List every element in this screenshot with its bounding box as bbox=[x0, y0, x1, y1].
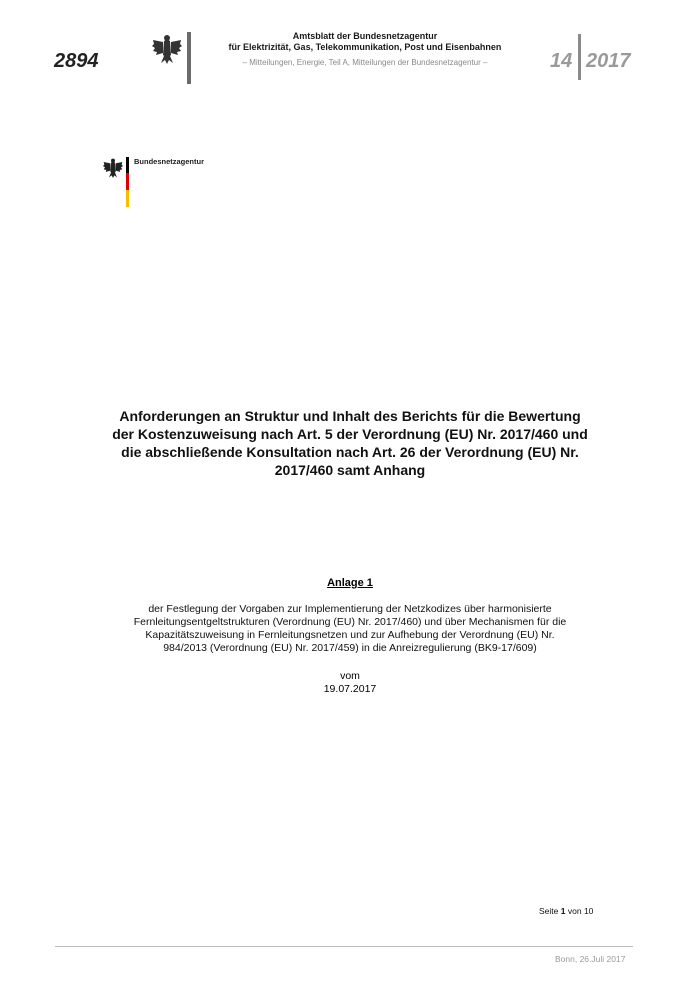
agency-eagle-icon bbox=[103, 157, 123, 179]
section-line: – Mitteilungen, Energie, Teil A, Mitteilungen der Bundesnetzagentur – bbox=[242, 58, 488, 67]
flag-stripe-black bbox=[126, 157, 129, 173]
document-title-line: 2017/460 samt Anhang bbox=[274, 462, 426, 478]
footer-place-date: Bonn, 26.Juli 2017 bbox=[555, 954, 626, 964]
issue-number: 14 bbox=[550, 50, 573, 72]
publication-title bbox=[215, 31, 515, 53]
page-indicator-prefix: Seite bbox=[539, 906, 559, 916]
document-date: 19.07.2017 bbox=[323, 683, 377, 695]
annex-label: Anlage 1 bbox=[327, 577, 373, 589]
page-indicator-total: 10 bbox=[583, 906, 594, 916]
vom-label: vom bbox=[340, 670, 360, 682]
page-indicator bbox=[539, 906, 593, 916]
document-title-line: Anforderungen an Struktur und Inhalt des Berichts für die Bewertung bbox=[119, 408, 581, 424]
annex-description-line: Fernleitungsentgeltstrukturen (Verordnung (EU) Nr. 2017/460) und über Mechanismen für die bbox=[133, 616, 567, 628]
annex-description bbox=[100, 603, 600, 655]
footer-divider bbox=[55, 946, 633, 947]
document-title bbox=[90, 407, 610, 479]
page-indicator-separator: von bbox=[567, 906, 582, 916]
document-title-line: die abschließende Konsultation nach Art. 26 der Verordnung (EU) Nr. bbox=[121, 444, 579, 460]
federal-eagle-icon bbox=[152, 33, 182, 65]
agency-name: Bundesnetzagentur bbox=[134, 157, 205, 166]
page-indicator-current: 1 bbox=[560, 906, 566, 916]
header-divider-right bbox=[578, 34, 581, 80]
publication-title-line2: für Elektrizität, Gas, Telekommunikation, Post und Eisenbahnen bbox=[228, 42, 502, 52]
flag-stripe-gold bbox=[126, 190, 129, 207]
annex-description-line: Kapazitätszuweisung in Fernleitungsnetzen und zur Aufhebung der Verordnung (EU) Nr. bbox=[145, 629, 555, 641]
flag-stripe-red bbox=[126, 173, 129, 190]
annex-description-line: 984/2013 (Verordnung (EU) Nr. 2017/459) in die Anreizregulierung (BK9-17/609) bbox=[163, 642, 537, 654]
page-number: 2894 bbox=[54, 50, 99, 72]
header-divider-left bbox=[187, 32, 191, 84]
annex-description-line: der Festlegung der Vorgaben zur Implementierung der Netzkodizes über harmonisierte bbox=[148, 603, 552, 615]
publication-title-line1: Amtsblatt der Bundesnetzagentur bbox=[292, 31, 438, 41]
document-title-line: der Kostenzuweisung nach Art. 5 der Verordnung (EU) Nr. 2017/460 und bbox=[112, 426, 588, 442]
issue-year: 2017 bbox=[586, 50, 631, 72]
